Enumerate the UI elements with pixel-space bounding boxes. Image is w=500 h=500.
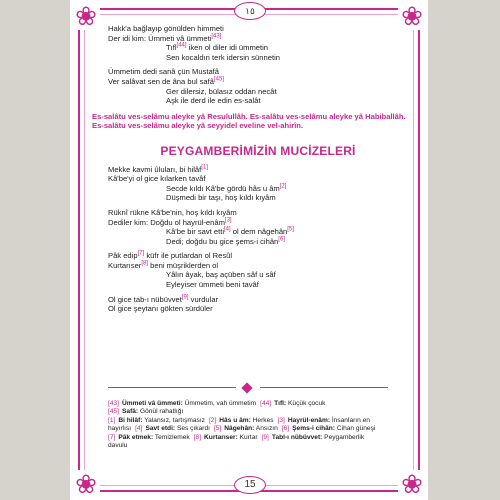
- footnote-term: Bi hilâf:: [118, 416, 143, 424]
- salat-text: Es-salâtu ves-selâmu aleyke yâ Resulullâh. Es-salâtu ves-selâmu aleyke yâ Habiballâh. Es-salâtu ves-selâmu aleyke yâ seyyidel eveline vel-ahirîn.: [92, 111, 406, 131]
- footnote-term: Kurtarıser:: [204, 433, 238, 441]
- verse-line: [108, 304, 408, 314]
- footnote-definition: Kurtar: [237, 433, 258, 441]
- footnote-ref[interactable]: [2]: [279, 183, 287, 190]
- verse-text: Kâ'be bir savt etti: [166, 227, 225, 237]
- verse-text: Hakk'a bağlayıp gönülden himmeti: [108, 24, 224, 33]
- footnote-item: [108, 442, 127, 449]
- footnote-row: [108, 425, 398, 433]
- verse-line: [108, 208, 408, 218]
- footnote-term: Ümmeti vâ ümmeti:: [122, 400, 183, 407]
- verse-line: [108, 34, 408, 44]
- footnote-item: [108, 417, 205, 424]
- footnote-term: Hayrül-enâm:: [287, 416, 331, 424]
- footnote-item: [194, 434, 258, 441]
- footnote-definition: Temizlemek: [153, 433, 190, 441]
- corner-ornament-icon: ❀: [72, 470, 100, 498]
- footnote-definition: Ansızın: [254, 425, 278, 433]
- verse-text: Ger dilersiz, bülasız oddan necât: [166, 86, 277, 96]
- footnote-term: Pâk etmek:: [118, 433, 154, 441]
- footnote-row: [108, 408, 398, 416]
- verse-section-2: [108, 165, 408, 314]
- page-content: [92, 24, 408, 314]
- verse-line: [108, 218, 408, 228]
- verse-text: Kâ'be'yi ol gice kılarken tavâf: [108, 174, 206, 184]
- book-page: [70, 0, 428, 500]
- footnote-item: [278, 417, 370, 424]
- footnote-term: Tabl-ı nübüvvet:: [271, 433, 323, 441]
- verse-text: Pâk edip: [108, 251, 138, 261]
- footnote-definition: hayırlısı: [108, 425, 132, 433]
- footnote-item: [260, 400, 325, 407]
- footnote-ref[interactable]: [6]: [278, 236, 285, 243]
- footnote-divider: [108, 384, 388, 392]
- verse-line: [108, 174, 408, 184]
- footnote-definition: İnsanların en: [330, 416, 370, 424]
- verse-text: Aşk ile derd ile edin es-salât: [166, 96, 261, 106]
- footnote-number: [43]: [108, 400, 119, 407]
- footnote-row: [108, 434, 398, 442]
- footnote-item: [135, 425, 210, 432]
- footnote-definition: davulu: [108, 442, 128, 450]
- footnote-term: Savt etdi:: [145, 425, 176, 433]
- verse-text: vurdular: [188, 294, 219, 304]
- verse-line: [108, 227, 408, 237]
- footnote-number: [9]: [261, 433, 269, 441]
- footnote-number: [8]: [193, 433, 202, 441]
- footnote-item: [214, 425, 278, 432]
- verse-line: [108, 87, 408, 97]
- footnote-number: [6]: [281, 425, 290, 433]
- verse-line: [108, 53, 408, 63]
- footnote-number: [44]: [260, 400, 272, 407]
- verse-text: Yâlın âyak, baş açüben sâf u sâf: [166, 270, 276, 280]
- verse-text: Dedi; doğdu bu gice şems-i cihân: [166, 236, 279, 246]
- verse-text: Ol gice tab-ı nübüvvet: [108, 294, 182, 304]
- footnote-number: [7]: [108, 433, 116, 441]
- footnote-ref[interactable]: [44]: [176, 42, 187, 49]
- corner-ornament-icon: ❀: [398, 470, 426, 498]
- verse-text: Eyleyiser ümmeti beni tavâf: [166, 280, 259, 290]
- footnote-term: Tıfl:: [274, 400, 287, 407]
- verse-line: [108, 261, 408, 271]
- footnote-item: [108, 400, 256, 407]
- verse-text: Sen kocaldın terk idersin sünnetin: [166, 52, 280, 62]
- footnote-item: [262, 434, 365, 441]
- verse-text: Kurtarıser: [108, 260, 142, 270]
- verse-line: [108, 67, 408, 77]
- verse-line: [108, 280, 408, 290]
- verse-line: [108, 184, 408, 194]
- footnote-definition: Cihan güneşi: [335, 425, 376, 433]
- footnote-number: [45]: [108, 408, 119, 416]
- verse-text: iken ol diler idi ümmetin: [186, 43, 269, 53]
- footnote-ref[interactable]: [7]: [137, 250, 145, 257]
- corner-ornament-icon: ❀: [398, 2, 426, 30]
- footnote-item: [282, 425, 376, 432]
- footnote-definition: Yalansız, tartışmasız: [142, 416, 205, 424]
- section-title: PEYGAMBERİMİZİN MUCİZELERİ: [160, 143, 356, 158]
- footnote-ref[interactable]: [43]: [211, 33, 222, 40]
- verse-text: Ver salâvat sen de âna bul safâ: [108, 76, 214, 86]
- verse-text: Dediler kim: Doğdu ol hayrül-enâm: [108, 217, 225, 227]
- divider-diamond-icon: [241, 382, 252, 393]
- footnote-item: [108, 434, 190, 441]
- verse-text: ol dem nâgehân: [230, 227, 288, 237]
- footnote-number: [3]: [277, 416, 285, 424]
- page-number-bottom: 15: [234, 476, 266, 494]
- footnote-number: [5]: [213, 425, 222, 433]
- verse-text: Der idi kim: Ümmeti vâ ümmeti: [108, 33, 212, 43]
- footnotes: [108, 400, 398, 450]
- footnote-term: Nâgehân:: [224, 425, 255, 433]
- footnote-number: [4]: [135, 425, 143, 433]
- verse-text: Tıfl: [166, 43, 177, 53]
- verse-text: Ümmetim dedi sanâ çün Mustafâ: [108, 67, 219, 77]
- verse-line: [108, 193, 408, 203]
- verse-line: [108, 24, 408, 34]
- verse-text: Mekke kavmi ûluları, bi hilâf: [108, 164, 202, 174]
- footnote-ref[interactable]: [8]: [141, 260, 149, 267]
- footnote-row: [108, 400, 398, 408]
- footnote-ref[interactable]: [45]: [213, 76, 224, 83]
- verse-text: küfr ile putlardan ol Resûl: [144, 251, 233, 261]
- divider-line: [260, 387, 388, 388]
- footnote-term: Safâ:: [122, 408, 139, 416]
- footnote-number: [1]: [108, 416, 116, 424]
- verse-text: Rüknî rükne Kâ'be'nin, hoş kıldı kıyâm: [108, 207, 237, 217]
- footnote-ref[interactable]: [1]: [201, 164, 208, 170]
- footnote-definition: Ümmetim, vah ümmetim: [182, 400, 257, 407]
- footnote-item: [108, 408, 183, 415]
- verse-text: Secde kıldı Kâ'be gördü hâs u âm: [166, 183, 280, 193]
- verse-text: Ol gice şeytanı gökten sürdüler: [108, 304, 213, 314]
- verse-line: [108, 251, 408, 261]
- verse-line: [108, 43, 408, 53]
- verse-line: [108, 96, 408, 106]
- footnote-row: [108, 417, 398, 425]
- footnote-ref[interactable]: [3]: [224, 216, 232, 223]
- footnote-term: Şems-i cihân:: [292, 425, 336, 433]
- verse-section-1: [108, 24, 408, 106]
- footnote-term: Hâs u âm:: [219, 416, 251, 424]
- divider-line: [108, 387, 236, 388]
- verse-line: [108, 295, 408, 305]
- footnote-ref[interactable]: [9]: [181, 294, 189, 301]
- footnote-definition: Herkes: [250, 416, 274, 424]
- footnote-definition: Küçük çocuk: [286, 400, 326, 407]
- verse-line: [108, 270, 408, 280]
- page-number-top: ١٥: [234, 2, 266, 20]
- footnote-item: [209, 417, 274, 424]
- footnote-number: [2]: [208, 416, 217, 424]
- verse-text: Düşmedi bir taşı, hoş kıldı kıyâm: [166, 193, 276, 203]
- footnote-item: [108, 425, 131, 432]
- verse-line: [108, 165, 408, 175]
- verse-line: [108, 237, 408, 247]
- footnote-ref[interactable]: [5]: [287, 226, 294, 233]
- footnote-ref[interactable]: [4]: [224, 226, 231, 233]
- footnote-definition: Peygamberlik: [322, 433, 365, 441]
- footnote-definition: Ses çıkardı: [175, 425, 210, 433]
- verse-text: beni müşriklerden ol: [148, 260, 219, 270]
- footnote-definition: Gönül rahatlığı: [138, 408, 184, 416]
- verse-line: [108, 77, 408, 87]
- corner-ornament-icon: ❀: [72, 2, 100, 30]
- footnote-row: [108, 442, 398, 450]
